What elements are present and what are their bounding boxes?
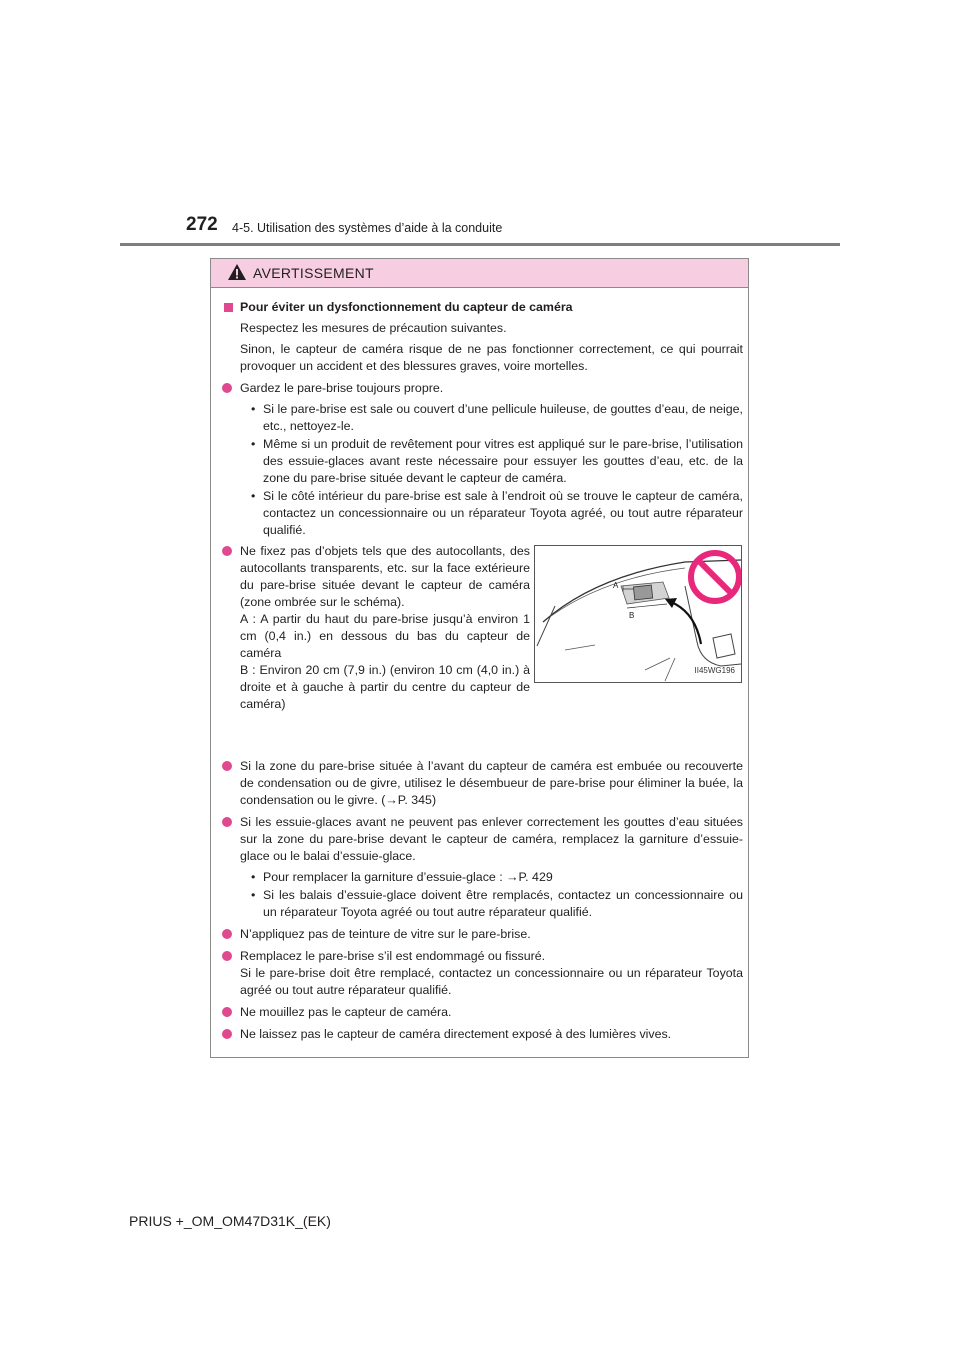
bullet-item: Ne laissez pas le capteur de caméra directement exposé à des lumières vives. bbox=[221, 1026, 743, 1043]
round-bullet-icon bbox=[222, 1007, 232, 1017]
warning-box bbox=[210, 258, 749, 1058]
figure-code: II45WG196 bbox=[694, 666, 735, 675]
bullet-item: Ne mouillez pas le capteur de caméra. bbox=[221, 1004, 743, 1021]
intro-paragraph: Sinon, le capteur de caméra risque de ne pas fonctionner correctement, ce qui pourrait provoquer un accident et des blessures graves, voire mortelles. bbox=[240, 342, 743, 373]
intro-paragraph: Respectez les mesures de précaution suivantes. bbox=[240, 321, 507, 335]
sticker-warning-block bbox=[221, 543, 743, 753]
zone-b-description: B : Environ 20 cm (7,9 in.) (environ 10 cm (4,0 in.) à droite et à gauche à partir du centre du capteur de caméra) bbox=[240, 663, 530, 711]
warning-content bbox=[221, 299, 743, 1047]
bullet-item: Remplacez le pare-brise s’il est endommagé ou fissuré. Si le pare-brise doit être remplacé, contactez un concessionnaire ou un réparateur Toyota agréé ou tout autre réparateur qualifié. bbox=[221, 948, 743, 999]
warning-triangle-icon bbox=[227, 263, 247, 281]
bullet-item: Gardez le pare-brise toujours propre. bbox=[221, 380, 743, 397]
sub-item: • Si le côté intérieur du pare-brise est sale à l’endroit où se trouve le capteur de caméra, contactez un concessionnaire ou un réparateur Toyota agréé, ou tout autre réparateur qualifié. bbox=[251, 489, 743, 537]
round-bullet-icon bbox=[222, 761, 232, 771]
round-bullet-icon bbox=[222, 929, 232, 939]
sub-item: • Si le pare-brise est sale ou couvert d’une pellicule huileuse, de gouttes d’eau, de neige, etc., nettoyez-le. bbox=[251, 402, 743, 433]
windshield-figure bbox=[534, 545, 742, 683]
square-bullet-icon bbox=[224, 303, 233, 312]
prohibition-sign-icon bbox=[691, 553, 739, 601]
round-bullet-icon bbox=[222, 817, 232, 827]
round-bullet-icon bbox=[222, 1029, 232, 1039]
round-bullet-icon bbox=[222, 383, 232, 393]
figure-label-b: B bbox=[629, 611, 635, 620]
header-rule bbox=[120, 243, 840, 246]
round-bullet-icon bbox=[222, 546, 232, 556]
page-number: 272 bbox=[186, 214, 218, 235]
sticker-warning-text: Ne fixez pas d’objets tels que des autocollants, des autocollants transparents, etc. sur la face extérieure du pare-brise située devant le capteur de caméra (zone ombrée sur le schéma). A : A partir du haut du pare-brise jusqu’à environ 1 cm (0,4 in.) en dessous du bas du capteur de caméra B : Environ 20 cm (7,9 in.) (environ 10 cm (4,0 in.) à droite et à gauche à partir du centre du capteur de caméra) bbox=[221, 543, 530, 713]
sub-item: • Même si un produit de revêtement pour vitres est appliqué sur le pare-brise, l’utilisation des essuie-glaces avant reste nécessaire pour essuyer les gouttes d’eau, etc. de la zone du pare-brise située devant le capteur de caméra. bbox=[251, 437, 743, 485]
warning-title: AVERTISSEMENT bbox=[253, 265, 374, 281]
warning-header bbox=[211, 259, 748, 288]
section-title: 4-5. Utilisation des systèmes d’aide à la conduite bbox=[232, 221, 503, 235]
bullet-item: Si la zone du pare-brise située à l’avant du capteur de caméra est embuée ou recouverte de condensation ou de givre, utilisez le désembueur de pare-brise pour éliminer la buée, la condensation ou le givre. (→P. 345) bbox=[221, 758, 743, 809]
sub-item: • Pour remplacer la garniture d’essuie-glace : →P. 429 bbox=[251, 870, 553, 884]
sub-item: • Si les balais d’essuie-glace doivent être remplacés, contactez un concessionnaire ou un réparateur Toyota agréé ou tout autre réparateur qualifié. bbox=[251, 888, 743, 919]
round-bullet-icon bbox=[222, 951, 232, 961]
warning-heading: Pour éviter un dysfonctionnement du capteur de caméra bbox=[221, 299, 743, 316]
zone-a-description: A : A partir du haut du pare-brise jusqu’à environ 1 cm (0,4 in.) en dessous du bas du capteur de caméra bbox=[240, 612, 530, 660]
footer-model-code: PRIUS +_OM_OM47D31K_(EK) bbox=[129, 1213, 331, 1229]
bullet-item: N’appliquez pas de teinture de vitre sur le pare-brise. bbox=[221, 926, 743, 943]
bullet-item: Si les essuie-glaces avant ne peuvent pas enlever correctement les gouttes d’eau situées sur la zone du pare-brise devant le capteur de caméra, remplacez la garniture d’essuie-glace ou le balai d’essuie-glace. bbox=[221, 814, 743, 865]
figure-label-a: A bbox=[613, 581, 619, 590]
